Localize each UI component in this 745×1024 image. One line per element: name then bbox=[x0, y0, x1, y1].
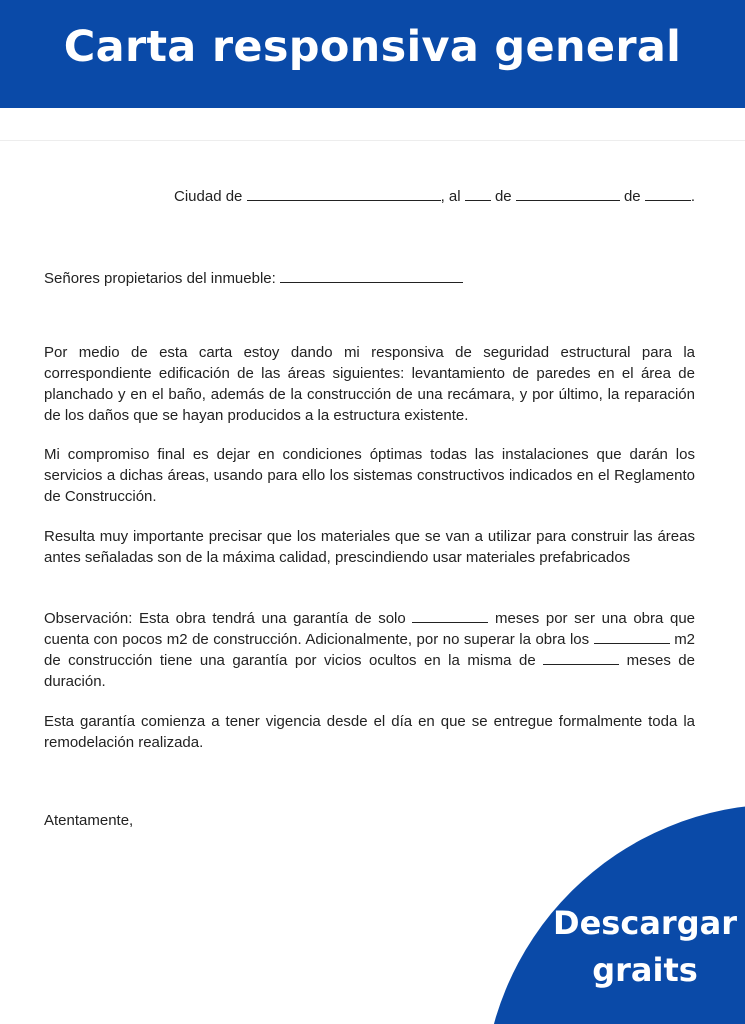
year-blank bbox=[645, 188, 691, 201]
owners-line bbox=[44, 267, 695, 289]
date-end: . bbox=[690, 188, 695, 205]
download-button[interactable] bbox=[545, 900, 745, 994]
paragraph-3: Resulta muy importante precisar que los materiales que se van a utilizar para construir las áreas antes señaladas son de la máxima calidad, prescindiendo usar materiales prefabricados bbox=[44, 528, 695, 566]
paragraph-1: Por medio de esta carta estoy dando mi responsiva de seguridad estructural para la correspondiente edificación de las áreas siguientes: levantamiento de paredes en el área de planchado y en el baño, además de la construcción de una recámara, y por último, la reparación de los daños que se hayan producidos a la estructura existente. bbox=[44, 344, 695, 424]
owners-label: Señores propietarios del inmueble: bbox=[44, 270, 276, 287]
warranty-months-blank bbox=[412, 611, 488, 623]
divider bbox=[0, 140, 745, 141]
owners-blank bbox=[280, 267, 463, 283]
city-label: Ciudad de bbox=[174, 188, 243, 205]
city-blank bbox=[247, 188, 441, 201]
de-label-1: de bbox=[494, 188, 512, 205]
paragraph-4 bbox=[44, 608, 695, 692]
observation-part-1: Observación: Esta obra tendrá una garantía de solo bbox=[44, 610, 406, 627]
month-blank bbox=[516, 188, 620, 201]
hidden-defects-months-blank bbox=[543, 653, 619, 665]
de-label-2: de bbox=[623, 188, 641, 205]
download-label-line-1[interactable]: Descargar bbox=[553, 904, 737, 942]
paragraph-2: Mi compromiso final es dejar en condiciones óptimas todas las instalaciones que darán los servicios a dichas áreas, usando para ello los sistemas constructivos indicados en el Reglamento de Construcción. bbox=[44, 446, 695, 505]
download-label-line-2[interactable]: graits bbox=[592, 951, 698, 989]
al-label: , al bbox=[440, 188, 461, 205]
m2-blank bbox=[594, 632, 670, 644]
day-blank bbox=[465, 188, 491, 201]
observation-part-3: m2 de construcción tiene una garantía por vicios ocultos en la misma de bbox=[44, 631, 696, 669]
closing: Atentamente, bbox=[44, 812, 134, 829]
date-line bbox=[0, 188, 695, 205]
page-title: Carta responsiva general bbox=[63, 22, 682, 72]
observation-part-4: meses de duración. bbox=[44, 652, 695, 690]
observation-part-2: meses por ser una obra que cuenta con pocos m2 de construcción. Adicionalmente, por no superar la obra los bbox=[44, 610, 696, 648]
paragraph-5: Esta garantía comienza a tener vigencia desde el día en que se entregue formalmente toda la remodelación realizada. bbox=[44, 713, 695, 751]
title-banner bbox=[0, 0, 745, 108]
